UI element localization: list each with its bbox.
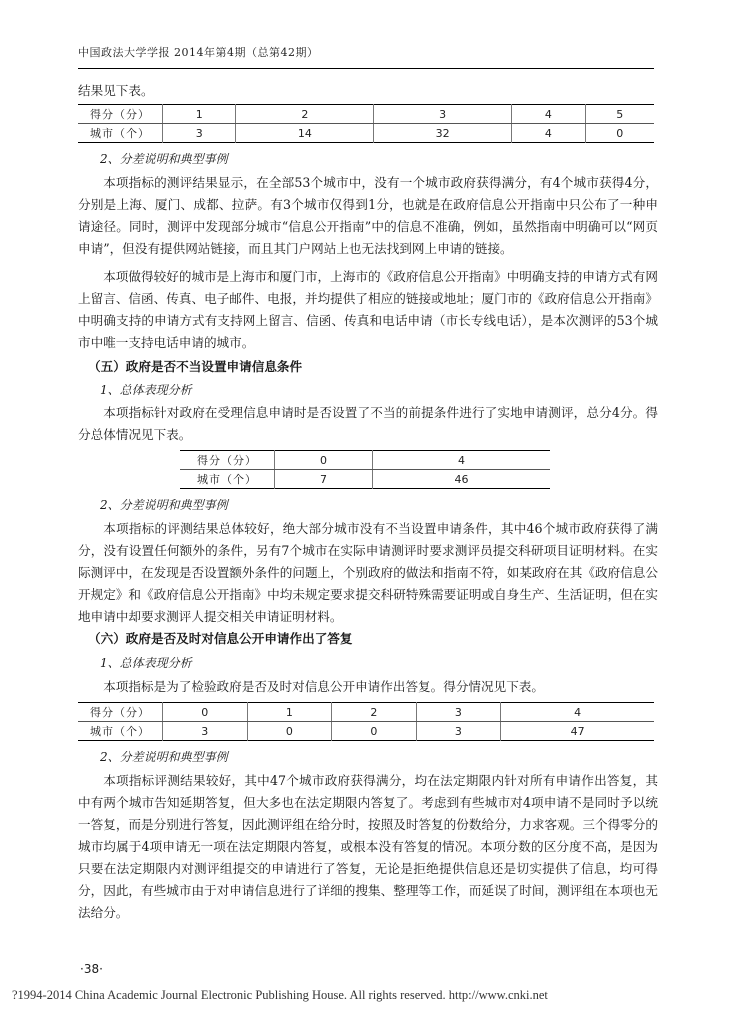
sec5-subheading-1: 1、总体表现分析 — [100, 383, 192, 397]
row-label-score: 得分（分） — [78, 703, 163, 722]
table-cell: 2 — [332, 703, 417, 722]
page-number: ·38· — [80, 962, 103, 976]
table-cell: 0 — [275, 451, 373, 470]
table-cell: 3 — [374, 105, 512, 124]
table-row — [78, 124, 654, 143]
intro-text: 结果见下表。 — [78, 83, 154, 98]
table-row — [180, 451, 550, 470]
row-label-city: 城市（个） — [180, 470, 275, 489]
score-table-2 — [180, 450, 550, 489]
sec5-subheading-2: 2、分差说明和典型事例 — [100, 498, 228, 512]
sec4-subheading-2: 2、分差说明和典型事例 — [100, 152, 228, 166]
table-cell: 3 — [416, 722, 501, 741]
score-table-3 — [78, 702, 654, 741]
sec4-paragraph-2: 本项做得较好的城市是上海市和厦门市，上海市的《政府信息公开指南》中明确支持的申请方式有网上留言、信函、传真、电子邮件、电报，并均提供了相应的链接或地址；厦门市的《政府信息公开指南》中明确支持的申请方式有支持网上留言、信函、传真和电话申请（市长专线电话），是本次测评的53个城市中唯一支持电话申请的城市。 — [78, 269, 658, 350]
score-table-1 — [78, 104, 654, 143]
table-row — [180, 470, 550, 489]
table-cell: 14 — [236, 124, 374, 143]
journal-header: 中国政法大学学报 2014年第4期（总第42期） — [78, 46, 319, 59]
table-cell: 3 — [163, 722, 248, 741]
table-cell: 5 — [585, 105, 654, 124]
header-rule — [78, 68, 654, 69]
table-cell: 2 — [236, 105, 374, 124]
table-cell: 4 — [372, 451, 550, 470]
table-cell: 46 — [454, 472, 469, 486]
row-label-city: 城市（个） — [78, 124, 163, 143]
table-cell: 7 — [275, 470, 373, 489]
sec6-subheading-1: 1、总体表现分析 — [100, 656, 192, 670]
sec5-paragraph-2: 本项指标的评测结果总体较好，绝大部分城市没有不当设置申请条件，其中46个城市政府获得了满分，没有设置任何额外的条件，另有7个城市在实际申请测评时要求测评员提交科研项目证明材料。在实际测评中，在发现是否设置额外条件的问题上，个别政府的做法和指南不符，如某政府在其《政府信息公开规定》和《政府信息公开指南》中均未规定要求提交科研特殊需要证明或自身生产、生活证明，但在实地申请中却要求测评人提交相关申请证明材料。 — [78, 521, 658, 624]
table-cell: 32 — [374, 124, 512, 143]
table-row — [78, 722, 654, 741]
table-row — [78, 703, 654, 722]
row-label-score: 得分（分） — [180, 451, 275, 470]
sec6-subheading-2: 2、分差说明和典型事例 — [100, 750, 228, 764]
table-cell: 3 — [416, 703, 501, 722]
copyright-footer: ?1994-2014 China Academic Journal Electronic Publishing House. All rights reserved. http://www.cnki.net — [12, 988, 548, 1002]
table-cell: 0 — [163, 703, 248, 722]
section-5-title: （五）政府是否不当设置申请信息条件 — [88, 359, 303, 374]
table-cell: 3 — [163, 124, 236, 143]
table-cell: 4 — [512, 105, 585, 124]
table-cell: 1 — [163, 105, 236, 124]
table-cell: 4 — [512, 124, 585, 143]
sec4-paragraph-1: 本项指标的测评结果显示，在全部53个城市中，没有一个城市政府获得满分，有4个城市获得4分，分别是上海、厦门、成都、拉萨。有3个城市仅得到1分，也就是在政府信息公开指南中只公布了一种申请途径。同时，测评中发现部分城市“信息公开指南”中的信息不准确，例如，虽然指南中明确可以“网页申请”，但没有提供网站链接，而且其门户网站上也无法找到网上申请的链接。 — [78, 175, 658, 256]
section-6-title: （六）政府是否及时对信息公开申请作出了答复 — [88, 631, 353, 646]
table-cell: 4 — [501, 703, 654, 722]
table-cell: 1 — [247, 703, 332, 722]
table-cell: 0 — [332, 722, 417, 741]
table-cell: 0 — [247, 722, 332, 741]
table-cell: 47 — [570, 724, 585, 738]
table-cell: 0 — [616, 126, 624, 140]
sec5-paragraph-1: 本项指标针对政府在受理信息申请时是否设置了不当的前提条件进行了实地申请测评，总分4分。得分总体情况见下表。 — [78, 405, 658, 442]
sec6-paragraph-2: 本项指标评测结果较好，其中47个城市政府获得满分，均在法定期限内针对所有申请作出答复，其中有两个城市告知延期答复，但大多也在法定期限内答复了。考虑到有些城市对4项申请不是同时予以统一答复，而是分别进行答复，因此测评组在给分时，按照及时答复的份数给分，力求客观。三个得零分的城市均属于4项申请无一项在法定期限内答复，或根本没有答复的情况。本项分数的区分度不高，是因为只要在法定期限内对测评组提交的申请进行了答复，无论是拒绝提供信息还是切实提供了信息，均可得分，因此，有些城市由于对申请信息进行了详细的搜集、整理等工作，而延误了时间，测评组在本项也无法给分。 — [78, 773, 658, 920]
row-label-city: 城市（个） — [78, 722, 163, 741]
table-row — [78, 105, 654, 124]
sec6-paragraph-1: 本项指标是为了检验政府是否及时对信息公开申请作出答复。得分情况见下表。 — [103, 679, 544, 694]
row-label-score: 得分（分） — [78, 105, 163, 124]
